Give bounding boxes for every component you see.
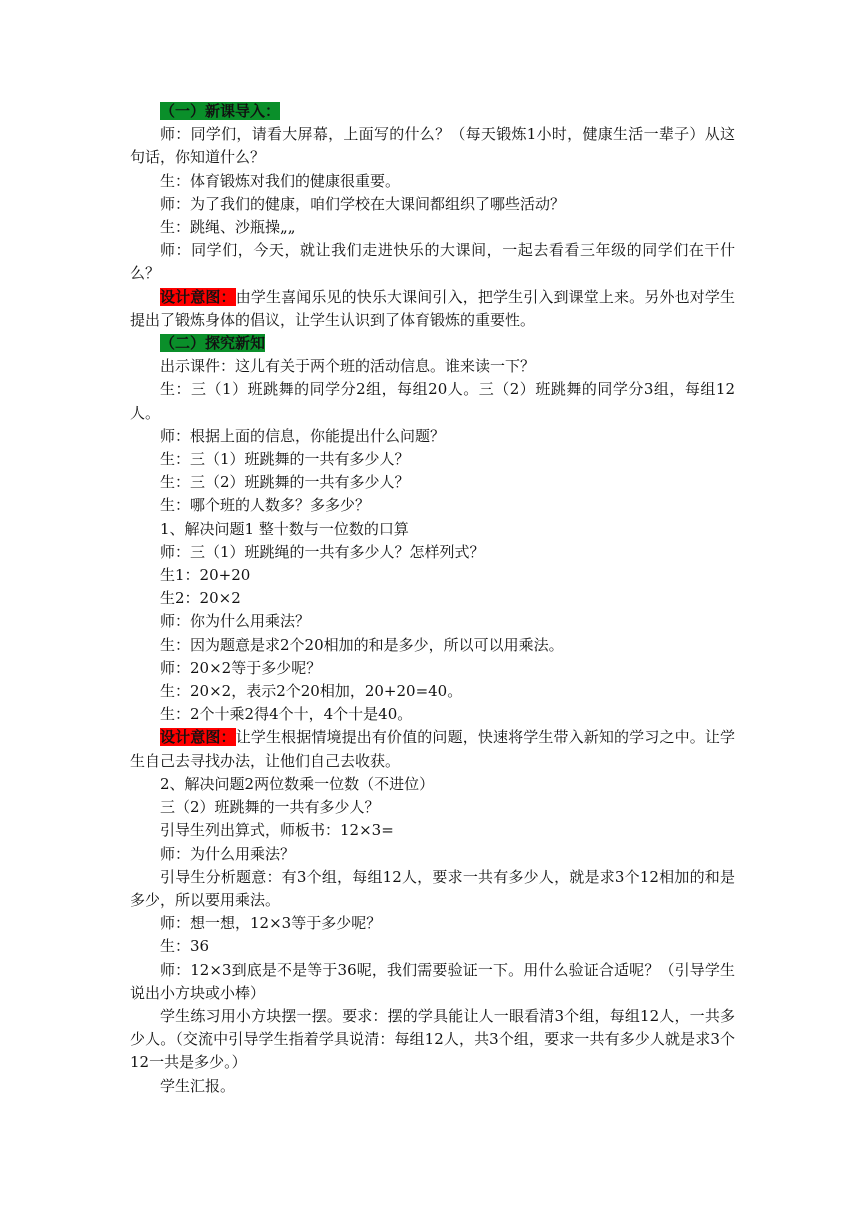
- paragraph: 生：三（1）班跳舞的同学分2组，每组20人。三（2）班跳舞的同学分3组，每组12人。: [130, 380, 735, 422]
- document-body: [130, 100, 735, 1098]
- paragraph: 师：为了我们的健康，咱们学校在大课间都组织了哪些活动？: [160, 194, 566, 213]
- paragraph: 引导生列出算式，师板书：12×3=: [160, 821, 394, 840]
- paragraph: 生：跳绳、沙瓶操„„: [160, 218, 296, 237]
- section-heading-explore: [130, 332, 735, 355]
- paragraph: 师：同学们，今天，就让我们走进快乐的大课间，一起去看看三年级的同学们在干什么？: [130, 241, 735, 283]
- paragraph: 学生汇报。: [160, 1076, 236, 1095]
- paragraph: 师：你为什么用乘法？: [160, 612, 311, 631]
- paragraph: 生：三（1）班跳舞的一共有多少人？: [160, 450, 410, 469]
- design-intent-label: 设计意图：: [160, 728, 236, 747]
- heading-label: （二）探究新知: [160, 334, 266, 353]
- design-intent-label: 设计意图：: [160, 287, 236, 306]
- paragraph: 师：12×3到底是不是等于36呢，我们需要验证一下。用什么验证合适呢？（引导学生说出小方块或小棒）: [130, 960, 735, 1002]
- paragraph: 师：20×2等于多少呢？: [160, 658, 322, 677]
- paragraph: 生：三（2）班跳舞的一共有多少人？: [160, 473, 410, 492]
- paragraph: 生：因为题意是求2个20相加的和是多少，所以可以用乘法。: [160, 635, 564, 654]
- paragraph: 师：三（1）班跳绳的一共有多少人？怎样列式？: [160, 542, 485, 561]
- paragraph: 2、解决问题2两位数乘一位数（不进位）: [160, 774, 435, 793]
- paragraph: 出示课件：这儿有关于两个班的活动信息。谁来读一下？: [160, 357, 536, 376]
- heading-label: （一）新课导入：: [160, 102, 281, 120]
- paragraph: 生1：20+20: [160, 566, 251, 585]
- paragraph: 引导生分析题意：有3个组，每组12人，要求一共有多少人，就是求3个12相加的和是多少，所以要用乘法。: [130, 867, 735, 909]
- paragraph: 1、解决问题1 整十数与一位数的口算: [160, 519, 409, 538]
- paragraph: 生：20×2，表示2个20相加，20+20=40。: [160, 682, 463, 701]
- section-heading-intro: [130, 100, 735, 123]
- paragraph: 师：为什么用乘法？: [160, 844, 296, 863]
- paragraph: 三（2）班跳舞的一共有多少人？: [160, 798, 380, 817]
- design-intent-text: 由学生喜闻乐见的快乐大课间引入，把学生引入到课堂上来。另外也对学生提出了锻炼身体的倡议，让学生认识到了体育锻炼的重要性。: [130, 287, 735, 329]
- paragraph: 师：想一想，12×3等于多少呢？: [160, 914, 382, 933]
- design-intent-paragraph: [130, 286, 735, 332]
- paragraph: 生：36: [160, 937, 210, 956]
- design-intent-paragraph: [130, 726, 735, 772]
- paragraph: 学生练习用小方块摆一摆。要求：摆的学具能让人一眼看清3个组，每组12人，一共多少人。（交流中引导学生指着学具说清：每组12人，共3个组，要求一共有多少人就是求3个12一共是多少。）: [130, 1006, 735, 1072]
- design-intent-text: 让学生根据情境提出有价值的问题，快速将学生带入新知的学习之中。让学生自己去寻找办法，让他们自己去收获。: [130, 728, 735, 770]
- paragraph: 师：根据上面的信息，你能提出什么问题？: [160, 426, 446, 445]
- paragraph: 师：同学们，请看大屏幕，上面写的什么？（每天锻炼1小时，健康生活一辈子）从这句话，你知道什么？: [130, 125, 735, 167]
- paragraph: 生2：20×2: [160, 589, 241, 608]
- paragraph: 生：体育锻炼对我们的健康很重要。: [160, 171, 401, 190]
- paragraph: 生：哪个班的人数多？多多少？: [160, 496, 371, 515]
- paragraph: 生：2个十乘2得4个十，4个十是40。: [160, 705, 413, 724]
